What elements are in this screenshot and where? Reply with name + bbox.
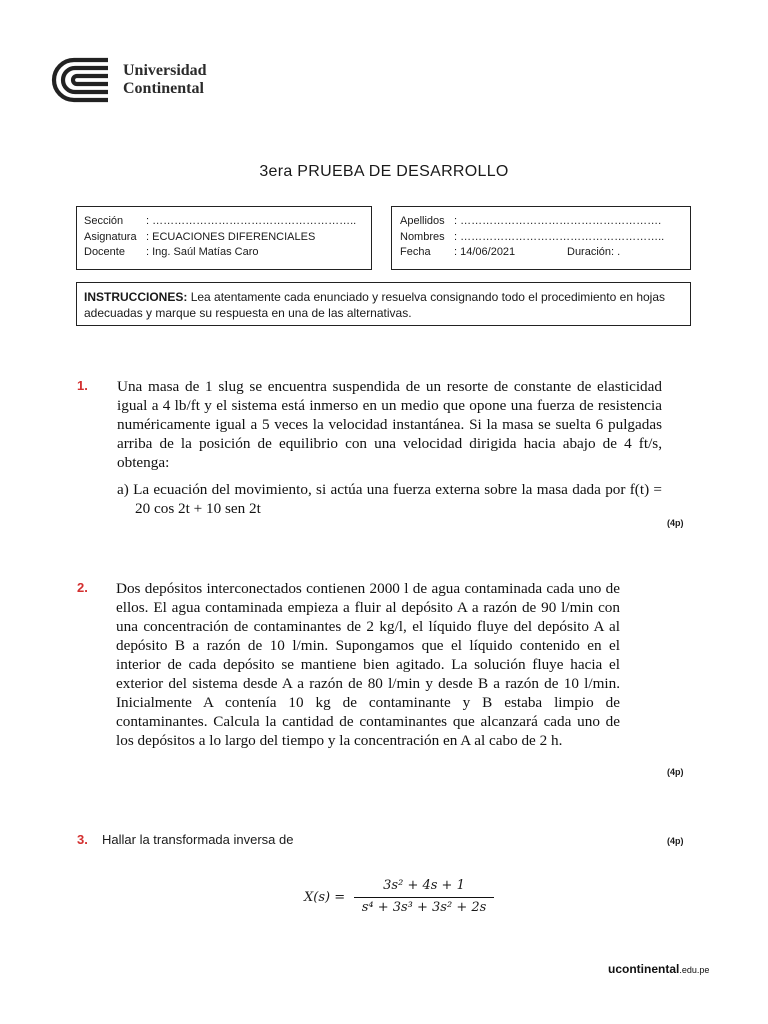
subject-value: : ECUACIONES DIFERENCIALES [146, 230, 316, 243]
date-row [400, 245, 690, 261]
exam-title: 3era PRUEBA DE DESARROLLO [259, 163, 509, 180]
instructions-label: INSTRUCCIONES: [84, 290, 188, 304]
duration-label: Duración: [567, 246, 615, 258]
university-logo [50, 57, 230, 107]
name-row [400, 230, 690, 246]
section-row [84, 214, 371, 230]
question-2-number: 2. [77, 580, 88, 595]
logo-line1: Universidad [123, 62, 207, 79]
question-1-number: 1. [77, 378, 88, 393]
footer-domain: .edu.pe [679, 965, 710, 975]
footer-brand [608, 962, 709, 976]
question-3-text: Hallar la transformada inversa de [102, 832, 294, 847]
question-1-points: (4p) [667, 518, 684, 528]
name-value: : ……………………………………………….. [454, 230, 665, 243]
teacher-row [84, 245, 371, 261]
footer-brand-name: ucontinental [608, 962, 680, 976]
question-3-points: (4p) [667, 836, 684, 846]
question-1-statement: Una masa de 1 slug se encuentra suspendida de un resorte de constante de elasticidad igual a 4 lb/ft y el sistema está inmerso en un medio que opone una fuerza de resistencia numéricamente igual a 5 veces la velocidad instantánea. Si la masa se suelta 6 pulgadas arriba de la posición de equilibrio con una velocidad dirigida hacia abajo de 4 ft/s, obtenga: [117, 378, 662, 471]
formula-numerator: 3s² + 4s + 1 [383, 878, 465, 893]
question-2-points: (4p) [667, 767, 684, 777]
section-value: : ……………………………………………….. [146, 215, 357, 227]
duration-value: . [617, 246, 621, 258]
date-label: Fecha [400, 246, 431, 258]
instructions-box [76, 282, 691, 326]
teacher-label: Docente [84, 246, 125, 258]
question-1-subitem: a) La ecuación del movimiento, si actúa una fuerza externa sobre la masa dada por f(t) = 20 cos 2t + 10 sen 2t [117, 481, 662, 517]
formula-denominator: s⁴ + 3s³ + 3s² + 2s [361, 900, 487, 915]
date-value: : 14/06/2021 [454, 246, 516, 258]
course-info-box [76, 206, 372, 270]
subject-label: Asignatura [84, 230, 137, 243]
instructions-text: Lea atentamente cada enunciado y resuelva consignando todo el procedimiento en hojas adecuadas y marque su respuesta en una de las alternativas. [84, 290, 666, 320]
laplace-formula [300, 878, 500, 918]
question-1-text [117, 377, 662, 518]
formula-lhs: X(s) = [304, 890, 346, 905]
question-3-number: 3. [77, 832, 88, 847]
continental-logo-icon [50, 57, 112, 103]
student-info-box [391, 206, 691, 270]
surname-label: Apellidos [400, 215, 445, 227]
surname-row [400, 214, 690, 230]
logo-line2: Continental [123, 80, 204, 97]
formula-fraction [354, 878, 494, 915]
section-label: Sección [84, 215, 124, 227]
name-label: Nombres [400, 230, 445, 243]
surname-value: : ………………………………………………. [454, 215, 662, 227]
question-2-text: Dos depósitos interconectados contienen 2000 l de agua contaminada cada uno de ellos. El agua contaminada empieza a fluir al depósito A a razón de 90 l/min con una concentración de contaminantes de 2 kg/l, el líquido fluye del depósito A al depósito B a razón de 10 l/min. Supongamos que el líquido contenido en el interior de cada depósito se mantiene bien agitado. La solución fluye hacia el exterior del sistema desde A a razón de 80 l/min y desde B a razón de 10 l/min. Inicialmente A contenía 10 kg de contaminante y B estaba limpio de contaminantes. Calcula la cantidad de contaminantes que alcanzará cada uno de los depósitos a lo largo del tiempo y la concentración en A al cabo de 2 h. [116, 580, 620, 749]
subject-row [84, 230, 371, 246]
fraction-bar [354, 897, 494, 898]
teacher-value: : Ing. Saúl Matías Caro [146, 246, 259, 258]
logo-text [123, 62, 207, 98]
